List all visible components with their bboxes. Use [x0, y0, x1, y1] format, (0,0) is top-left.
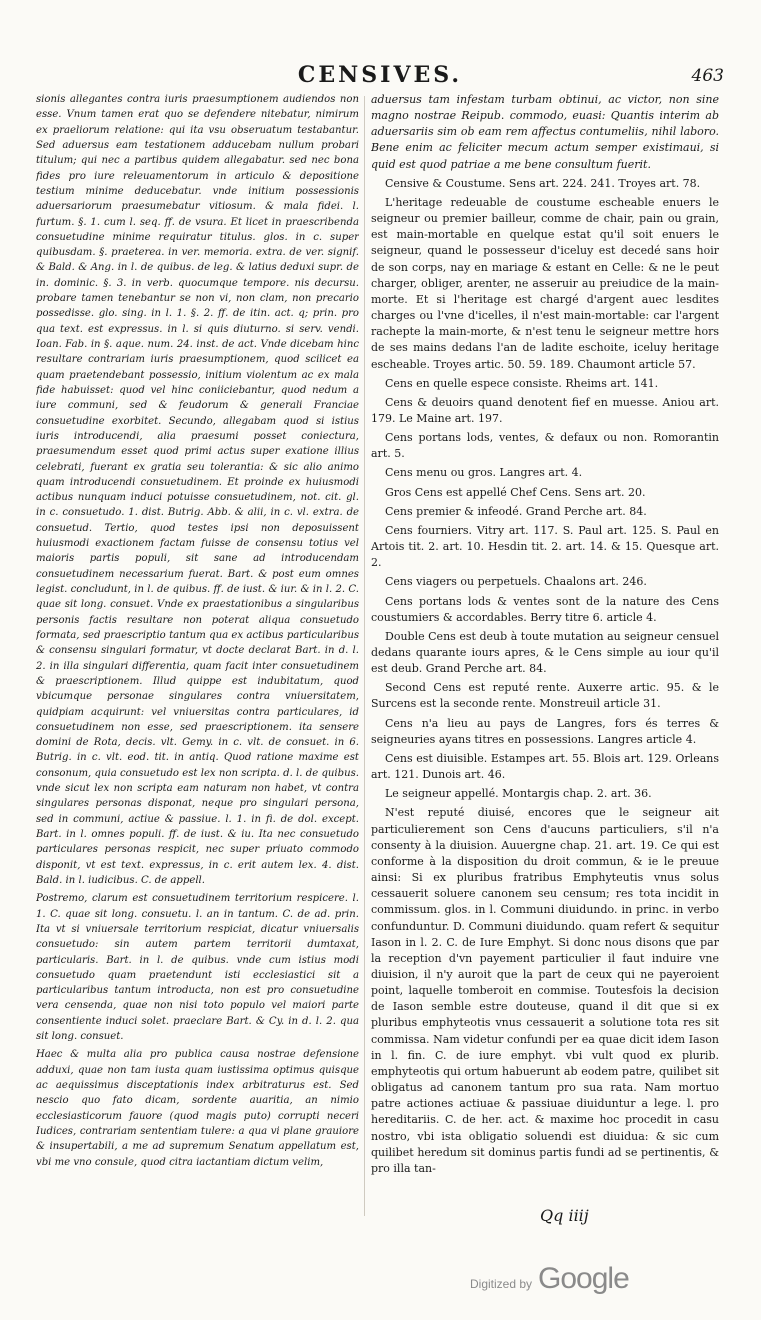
entry-paragraph: L'heritage redeuable de coustume escheable enuers le seigneur ou premier bailleur, comme de chair, pain ou grain, est main-mortable en quelque estat qu'il soit enuers le seigneur, quand le possesseur d'iceluy est decedé sans hoir de son corps, nay en mariage & estant en Celle: & ne le peut charger, obliger, arenter, ne asseruir au preiudice de la main-morte. Et si l'heritage est chargé d'argent auec lesdites charges ou l'vne d'icelles, il n'est main-mortable: car l'argent racheptе la main-morte, & n'est tenu le seigneur mettre hors de ses mains dedans l'an de ladite eschoite, iceluy heritage escheable. Troyes artic. 50. 59. 189. Chaumont article 57. [371, 195, 719, 371]
signature-mark: Qq iiij [540, 1206, 589, 1225]
entry-paragraph: Second Cens est reputé rente. Auxerre artic. 95. & le Surcens est la seconde rente. Monstreuil article 31. [371, 681, 719, 711]
right-column [371, 92, 719, 1200]
entry-paragraph: Cens portans lods, ventes, & defaux ou non. Romorantin art. 5. [371, 431, 719, 461]
entry-paragraph: Double Cens est deub à toute mutation au seigneur censuel dedans quarante iours apres, & le Cens simple au iour qu'il est deub. Grand Perche art. 84. [371, 629, 719, 676]
left-paragraph: Haec & multa alia pro publica causa nostrae defensione adduxi, quae non tam iusta quam iustissima optimus quisque ac aequissimus disceptationis index arbitraturus est. Sed nescio quo fato dicam, sordente auaritia, an nimio ecclesiasticorum fauore (quod magis puto) corrupti neceri Iudices, contrariam sententiam tulere: a qua vi plane grauiore & insupertabili, a me ad supremum Senatum appellatum est, vbi me vno consule, quod citra iactantiam dictum velim, [36, 1049, 359, 1168]
watermark-prefix: Digitized by [470, 1277, 533, 1291]
page-number: 463 [691, 66, 724, 86]
entry-paragraph: Cens & deuoirs quand denotent fief en muesse. Aniou art. 179. Le Maine art. 197. [371, 395, 719, 425]
latin-paragraph: aduersus tam infestam turbam obtinui, ac victor, non sine magno nostrae Reipub. commodo, euasi: Quantis interim ab aduersariis sim ob eam rem affectus contumeliis, nihil laboro. Bene enim ac feliciter mecum actum semper existimaui, si quid est quod patriae a me bene consultum fuerit. [371, 93, 719, 171]
left-paragraph: Postremo, clarum est consuetudinem territorium respicere. l. 1. C. quae sit long. consuetu. l. an in tantum. C. de ad. prin. Ita vt si vniuersale territorium respiciat, dicatur vniuersalis consuetudo: sin autem partem territorii dumtaxat, particularis. Bart. in l. de quibus. vnde cum istius modi consuetudo quam praetendunt isti ecclesiastici sit a particularibus tantum introducta, non est pro consuetudine vera censenda, quae non nisi toto populo vel maiori parte consentiente induci solet. praeclare Bart. & Cy. in d. l. 2. qua sit long. consuet. [36, 893, 359, 1043]
page-header [30, 62, 730, 96]
entry-paragraph: Cens premier & infeodé. Grand Perche art. 84. [385, 504, 647, 518]
google-watermark [470, 1262, 629, 1302]
left-paragraph: sionis allegantes contra iuris praesumptionem audiendos non esse. Vnum tamen erat quo se defendere nitebatur, nimirum ex praeliorum relatione: qui ita vsu obseruatum testabantur. Sed aduersus eam testationem adducebam nullum probari titulum; qui nec a partibus quidem allegabatur. sed nec bona fides pro iure releuamentorum in articulo & depositione testium minime deducebatur. vnde initium possessionis aduersariorum praesumebatur vitiosum. & mala fidei. l. furtum. §. 1. cum l. seq. ff. de vsura. Et licet in praescribenda consuetudine minime requiratur titulus. glos. in c. super quibusdam. §. praeterea. in ver. memoria. extra. de ver. signif. & Bald. & Ang. in l. de quibus. de leg. & latius deduxi supr. de in. dominic. §. 3. in verb. quocumque tempore. nis decursu. probare tamen tenebantur se non vi, non clam, non precario possedisse. glo. sing. in l. 1. §. 2. ff. de itin. act. q; prin. pro qua text. est expressus. in l. si quis diuturno. si serv. vendi. Ioan. Fab. in §. aque. num. 24. inst. de act. Vnde dicebam hinc resultare contrariam iuris praesumptionem, quod scilicet ea quam praetendebant possessio, initium violentum ac ex mala fide habuisset: quod vel hinc coniiciebantur, quod nedum a iure communi, sed & feudorum & generali Franciae consuetudine exorbitet. Secundo, allegabam quod si istius iuris introducendi, alia praesumi posset coniectura, praesumendum esset quod primi actus super exatione illius celebrati, fuerant ex gratia seu tolerantia: & sic alio animo quam introducendi consuetudinem. Et proinde ex huiusmodi actibus nunquam induci potuisse consuetudinem, not. cit. gl. in c. consuetudo. 1. dist. Butrig. Abb. & alii, in c. vl. extra. de consuetud. Tertio, quod testes ipsi non deposuissent huiusmodi exactionem factam fuisse de consensu totius vel maioris partis populi, sit sane ad introducendam consuetudinem necessarium fuerat. Bart. & post eum omnes legist. concludunt, in l. de quibus. ff. de iust. & iur. & in l. 2. C. quae sit long. consuet. Vnde ex praestationibus a singularibus personis factis resultare non poterat aliqua consuetudo formata, sed praescriptio tantum qua ex actibus particularibus & consensu singulari formatur, vt docte declarat Bart. in d. l. 2. in illa singulari differentia, quam facit inter consuetudinem & praescriptionem. Illud quippe est indubitatum, quod vbicumque personae singulares contra vniuersitatem, quidpiam acquirunt: vel vniuersitas contra particulares, id consuetudinem non esse, sed praescriptionem. ita sensere domini de Rota, decis. vlt. Gemy. in c. vlt. de consuet. in 6. Butrig. in c. vlt. eod. tit. in antiq. Quod ratione maxime est consonum, quia consuetudo est lex non scripta. d. l. de quibus. vnde sicut lex non scripta eam naturam non habet, vt contra singulares personas disponat, neque pro singulari persona, sed in communi, actiue & passiue. l. 1. in fi. de dol. except. Bart. in l. omnes populi. ff. de iust. & iu. Ita nec consuetudo particulares personas respicit, nec super priuato commodo disponit, vt est text. expressus, in c. erit autem lex. 4. dist. Bald. in l. iudicibus. C. de appell. [36, 94, 359, 886]
entry-paragraph: Censive & Coustume. Sens art. 224. 241. Troyes art. 78. [385, 176, 701, 190]
left-column [36, 92, 359, 1204]
entry-paragraph: Cens fourniers. Vitry art. 117. S. Paul art. 125. S. Paul en Artois tit. 2. art. 10. Hesdin tit. 2. art. 14. & 15. Quesque art. 2. [371, 523, 719, 570]
running-title: CENSIVES. [297, 62, 463, 88]
google-logo-text: Google [538, 1262, 629, 1295]
entry-paragraph: Le seigneur appellé. Montargis chap. 2. art. 36. [385, 787, 652, 801]
entry-paragraph: Cens en quelle espece consiste. Rheims art. 141. [385, 376, 659, 390]
entry-paragraph: Cens est diuisible. Estampes art. 55. Blois art. 129. Orleans art. 121. Dunois art. 46. [371, 751, 719, 782]
entry-paragraph: Cens n'a lieu au pays de Langres, fors és terres & seigneuries ayans titres en possessions. Langres article 4. [371, 716, 719, 746]
column-divider [364, 96, 365, 1216]
entry-paragraph: N'est reputé diuisé, encores que le seigneur ait particulierement son Cens d'aucuns particuliers, s'il n'a consenty à la diuision. Auuergne chap. 21. art. 19. Ce qui est conforme à la disposition du droit commun, & ie le preuue ainsi: Si ex pluribus fratribus Emphyteutis vnus solus cessauerit soluere canonem seu censum; res tota incidit in commissum. glos. in l. Communi diuidundo. in princ. in verbo confunduntur. D. Communi diuidundo. quam refert & sequitur Iason in l. 2. C. de Iure Emphyt. Si donc nous disons que par la reception d'vn payement particulier il faut induire vne diuision, il n'y auroit que la part de ceux qui ne payeroient point, laquelle tomberoit en commise. Toutesfois la decision de Iason semble estre douteuse, quand il dit que si ex pluribus emphyteotis vnus cessauerit a solutione tota res sit commissa. Nam videtur confundi per ea quae dicit idem Iason in l. fin. C. de iure emphyt. vbi vult quod ex plurib. emphyteotis qui ortum habuerunt ab eodem patre, quilibet sit obligatus ad canonem tantum pro sua rata. Nam mortuo patre actiones actiuae & passiuae diuiduntur a lege. l. pro hereditariis. C. de her. act. & maxime hoc procedit in casu nostro, vbi ista obligatio soluendi est diuidua: & sic cum quilibet heredum sit dominus partis fundi ad se pertinentis, & pro illa tan- [371, 806, 719, 1175]
entry-paragraph: Cens portans lods & ventes sont de la nature des Cens coustumiers & accordables. Berry titre 6. article 4. [371, 594, 719, 624]
entry-paragraph: Cens menu ou gros. Langres art. 4. [385, 466, 583, 480]
entry-paragraph: Cens viagers ou perpetuels. Chaalons art. 246. [385, 575, 647, 589]
entry-paragraph: Gros Cens est appellé Chef Cens. Sens art. 20. [385, 485, 646, 499]
